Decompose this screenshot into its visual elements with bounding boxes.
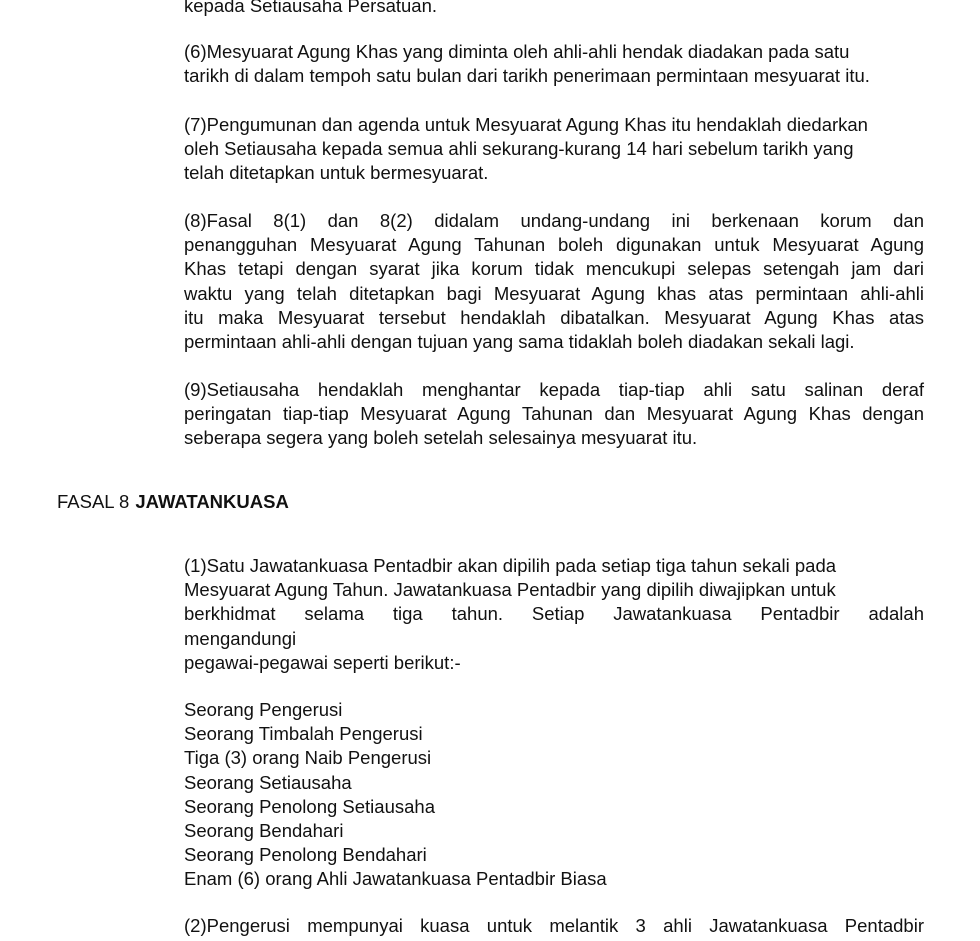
section-title: JAWATANKUASA	[135, 491, 289, 512]
text-line: (1)Satu Jawatankuasa Pentadbir akan dipilih pada setiap tiga tahun sekali pada	[184, 555, 837, 576]
clause-6	[184, 40, 924, 88]
text-line: peringatan tiap-tiap Mesyuarat Agung Tahunan dan Mesyuarat Agung Khas dengan	[184, 403, 924, 425]
text-line: seberapa segera yang boleh setelah selesainya mesyuarat itu.	[184, 427, 698, 449]
text-line: (9)Setiausaha hendaklah menghantar kepada tiap-tiap ahli satu salinan deraf	[184, 379, 924, 400]
text-line: (2)Pengerusi mempunyai kuasa untuk melantik 3 ahli Jawatankuasa Pentadbir	[184, 915, 924, 936]
clause-9	[184, 378, 924, 451]
text-line: oleh Setiausaha kepada semua ahli sekurang-kurang 14 hari sebelum tarikh yang	[184, 138, 854, 160]
section-clause-2	[184, 914, 924, 938]
clause-8	[184, 209, 924, 354]
positions-list	[184, 698, 924, 892]
text-line: itu maka Mesyuarat tersebut hendaklah dibatalkan. Mesyuarat Agung Khas atas	[184, 306, 924, 328]
text-line: berkhidmat selama tiga tahun. Setiap Jawatankuasa Pentadbir adalah	[184, 603, 924, 625]
text-line: mengandungi	[184, 627, 297, 649]
text-line: (7)Pengumunan dan agenda untuk Mesyuarat Agung Khas itu hendaklah diedarkan	[184, 114, 868, 135]
list-item: Seorang Setiausaha	[184, 771, 352, 793]
section-heading	[57, 490, 289, 514]
list-item: Enam (6) orang Ahli Jawatankuasa Pentadbir Biasa	[184, 868, 607, 890]
text-line: (8)Fasal 8(1) dan 8(2) didalam undang-undang ini berkenaan korum dan	[184, 210, 924, 231]
text-line: permintaan ahli-ahli dengan tujuan yang sama tidaklah boleh diadakan sekali lagi.	[184, 330, 855, 352]
list-item: Tiga (3) orang Naib Pengerusi	[184, 747, 432, 769]
list-item: Seorang Pengerusi	[184, 699, 343, 720]
text-line: kepada Setiausaha Persatuan.	[184, 0, 438, 16]
section-clause-1	[184, 554, 924, 675]
text-line: Mesyuarat Agung Tahun. Jawatankuasa Pentadbir yang dipilih diwajipkan untuk	[184, 579, 836, 601]
clause-fragment	[184, 0, 924, 18]
text-line: penangguhan Mesyuarat Agung Tahunan boleh digunakan untuk Mesyuarat Agung	[184, 234, 924, 256]
list-item: Seorang Penolong Setiausaha	[184, 795, 435, 817]
text-line: telah ditetapkan untuk bermesyuarat.	[184, 162, 489, 184]
text-line: tarikh di dalam tempoh satu bulan dari tarikh penerimaan permintaan mesyuarat itu.	[184, 65, 870, 87]
text-line: (6)Mesyuarat Agung Khas yang diminta oleh ahli-ahli hendak diadakan pada satu	[184, 41, 850, 62]
text-line: pegawai-pegawai seperti berikut:-	[184, 651, 461, 673]
text-line: Khas tetapi dengan syarat jika korum tidak mencukupi selepas setengah jam dari	[184, 258, 924, 280]
text-line: waktu yang telah ditetapkan bagi Mesyuarat Agung khas atas permintaan ahli-ahli	[184, 282, 924, 304]
list-item: Seorang Bendahari	[184, 819, 344, 841]
section-number: FASAL 8	[57, 491, 130, 512]
clause-7	[184, 113, 924, 186]
list-item: Seorang Timbalah Pengerusi	[184, 723, 423, 745]
list-item: Seorang Penolong Bendahari	[184, 844, 427, 866]
